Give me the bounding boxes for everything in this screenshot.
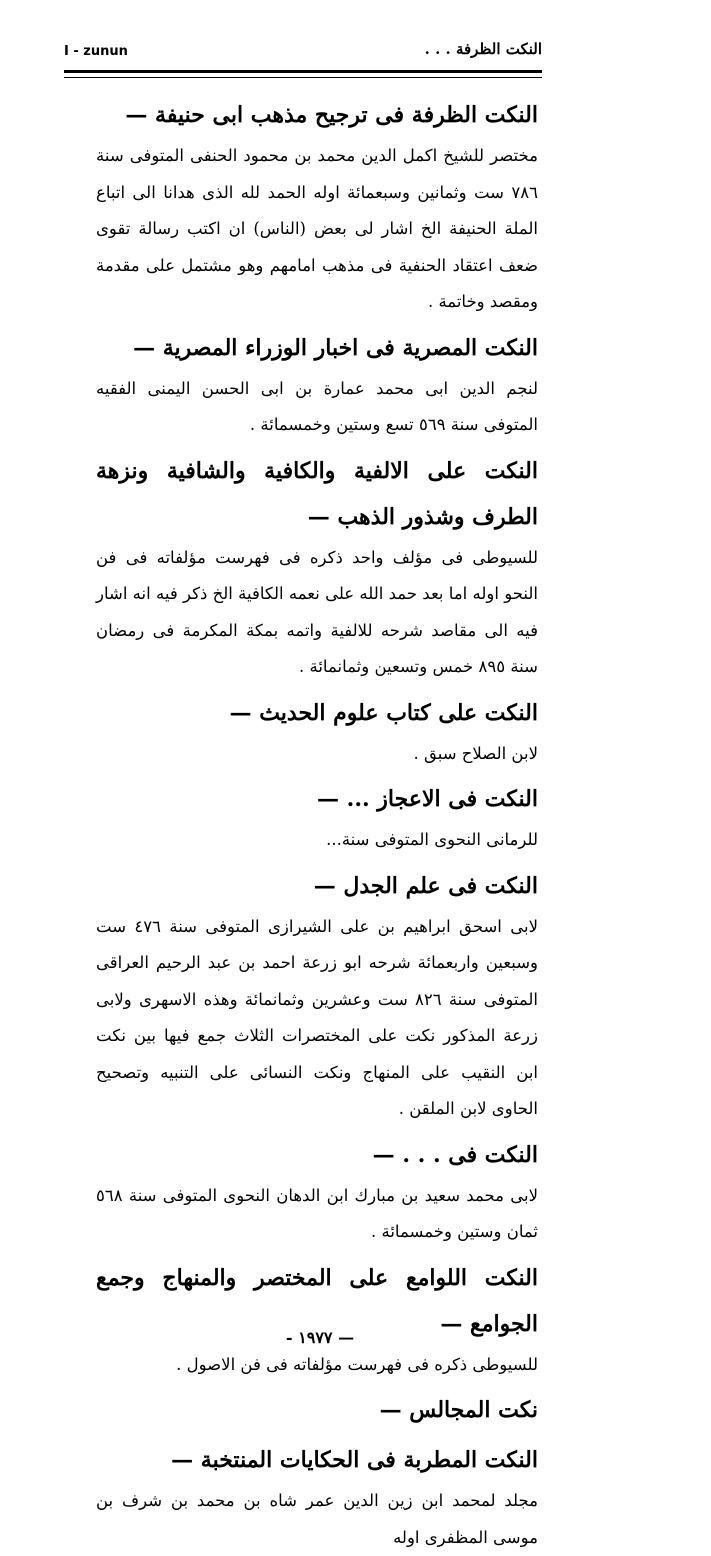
entry — [96, 776, 538, 859]
entry — [96, 1437, 538, 1556]
running-header — [64, 40, 542, 64]
entry — [96, 1387, 538, 1433]
section-label: I - zunun — [64, 44, 128, 59]
entry-text: لابى محمد سعيد بن مبارك ابن الدهان النحوى المتوفى سنة ٥٦٨ ثمان وستين وخمسمائة . — [96, 1185, 538, 1241]
entry-title: النكت فى الاعجاز ... — — [317, 786, 538, 812]
header-rule-thick — [64, 70, 542, 73]
entry-text: مختصر للشيخ اكمل الدين محمد بن محمود الحنفى المتوفى سنة ٧٨٦ ست وثمانين وسبعمائة اوله الحمد لله الذى هدانا الى اتباع الملة الحنيفة الخ اشار لى بعض (الناس) ان اكتب رسالة تقوى ضعف اعتقاد الحنفية فى مذهب امامهم وهو مشتمل على مقدمة ومقصد وخاتمة . — [96, 146, 538, 311]
entry — [96, 325, 538, 444]
page-number: — ١٩٧٧ - — [285, 1328, 355, 1347]
entry-title: النكت المصرية فى اخبار الوزراء المصرية — — [133, 334, 538, 361]
entry — [96, 863, 538, 1128]
entry-title: النكت فى علم الجدل — — [313, 872, 538, 899]
entry-text: للسيوطى ذكره فى فهرست مؤلفاته فى فن الاصول . — [176, 1354, 538, 1374]
entry-text: لابن الصلاح سبق . — [413, 743, 538, 763]
entry-text: لابى اسحق ابراهيم بن على الشيرازى المتوفى سنة ٤٧٦ ست وسبعين واربعمائة شرحه ابو زرعة احمد بن عبد الرحيم العراقى المتوفى سنة ٨٢٦ ست وعشرين وثمانمائة وهذه الاسهرى ولابى زرعة المذكور نكت على المختصرات الثلاث جمع فيها بين نكت ابن النقيب على المنهاج ونكت النسائى على التنبيه وتصحيح الحاوى لابن الملقن . — [96, 916, 538, 1118]
entry — [96, 92, 538, 321]
entry-title: النكت على كتاب علوم الحديث — — [229, 699, 538, 726]
entry-title: النكت فى . . . — — [372, 1141, 538, 1168]
entry-text: لنجم الدين ابى محمد عمارة بن ابى الحسن اليمنى الفقيه المتوفى سنة ٥٦٩ تسع وستين وخمسمائة . — [96, 378, 538, 434]
entry-title: النكت الظرفة فى ترجيح مذهب ابى حنيفة — — [125, 102, 538, 128]
entry-title: النكت على الالفية والكافية والشافية ونزهة الطرف وشذور الذهب — — [96, 457, 538, 530]
entry-text: للرمانى النحوى المتوفى سنة... — [326, 830, 538, 849]
header-rule-thin — [64, 77, 542, 78]
entry — [96, 690, 538, 773]
entry-title: النكت اللوامع على المختصر والمنهاج وجمع الجوامع — — [96, 1264, 538, 1337]
entry-title: النكت المطربة فى الحكايات المنتخبة — — [171, 1447, 538, 1473]
entry-text: مجلد لمحمد ابن زين الدين عمر شاه بن محمد بن شرف بن موسى المظفرى اوله — [96, 1491, 538, 1547]
entry-text: للسيوطى فى مؤلف واحد ذكره فى فهرست مؤلفاته فى فن النحو اوله اما بعد حمد الله على نعمه الكافية الخ ذكر فيه انه اشار فيه الى مقاصد شرحه للالفية واتمه بمكة المكرمة فى رمضان سنة ٨٩٥ خمس وتسعين وثمانمائة . — [96, 547, 538, 676]
running-title: النكت الظرفة . . . — [424, 40, 542, 58]
entry — [96, 448, 538, 686]
entry-title: نكت المجالس — — [379, 1397, 538, 1423]
entry — [96, 1255, 538, 1384]
entry — [96, 1132, 538, 1251]
